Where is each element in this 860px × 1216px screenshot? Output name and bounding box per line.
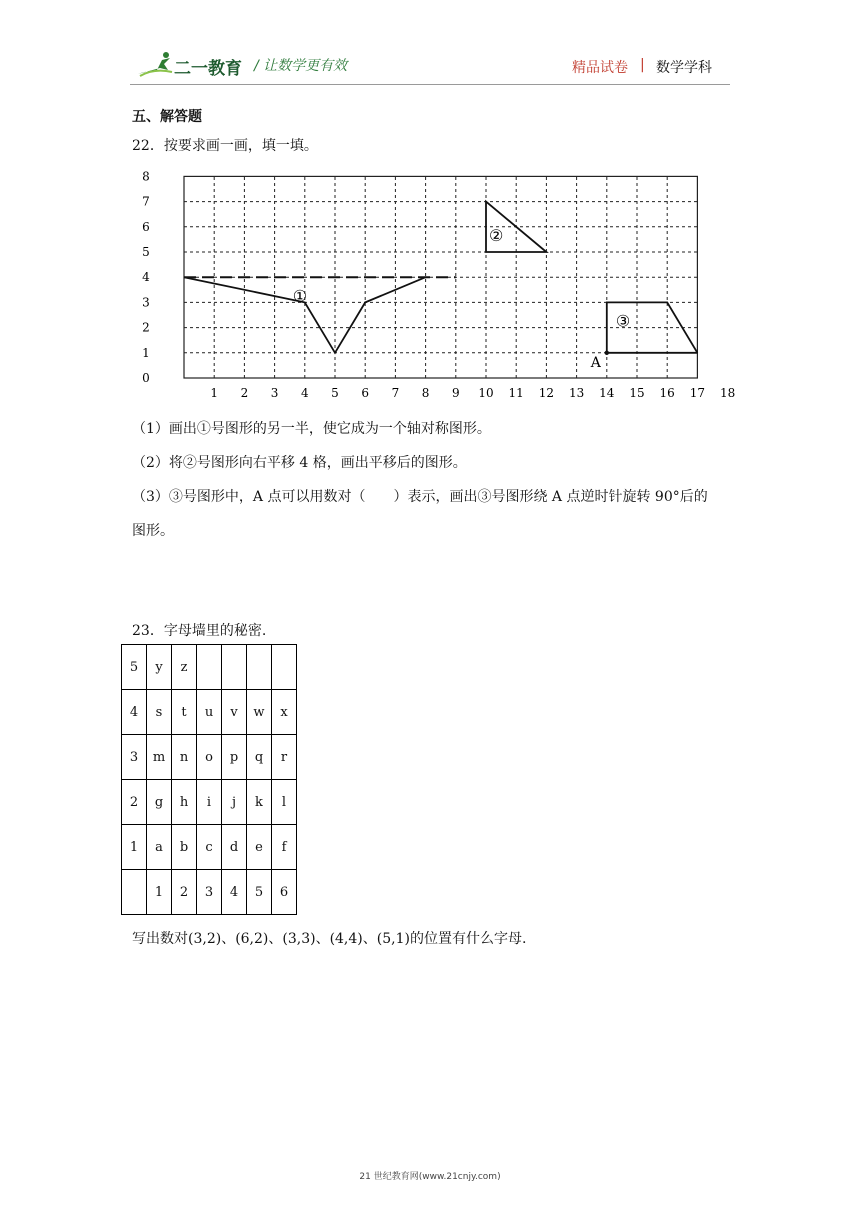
table-cell bbox=[247, 645, 272, 690]
table-cell: k bbox=[247, 780, 272, 825]
logo-text: 二一教育 bbox=[174, 59, 242, 79]
logo bbox=[136, 50, 244, 78]
table-row bbox=[122, 645, 297, 690]
shape-3-label: ③ bbox=[615, 311, 631, 331]
x-tick-label: 16 bbox=[659, 386, 675, 400]
table-cell: 5 bbox=[247, 870, 272, 915]
table-cell bbox=[272, 645, 297, 690]
x-tick-label: 4 bbox=[300, 386, 309, 400]
table-cell: u bbox=[197, 690, 222, 735]
table-cell: 1 bbox=[122, 825, 147, 870]
table-cell: s bbox=[147, 690, 172, 735]
footer: 21 世纪教育网(www.21cnjy.com) bbox=[359, 1172, 501, 1182]
table-row bbox=[122, 735, 297, 780]
table-cell: g bbox=[147, 780, 172, 825]
point-a-dot bbox=[605, 351, 609, 355]
table-cell: e bbox=[247, 825, 272, 870]
table-cell: 1 bbox=[147, 870, 172, 915]
y-tick-label: 4 bbox=[142, 270, 150, 285]
section-title: 五、解答题 bbox=[132, 109, 202, 125]
x-tick-label: 12 bbox=[538, 386, 555, 400]
table-cell: x bbox=[272, 690, 297, 735]
x-tick-label: 14 bbox=[599, 386, 615, 400]
x-tick-label: 5 bbox=[331, 386, 339, 400]
table-cell: f bbox=[272, 825, 297, 870]
x-tick-label: 10 bbox=[478, 386, 494, 400]
header-divider bbox=[130, 84, 730, 85]
x-tick-label: 8 bbox=[421, 386, 430, 400]
table-cell: z bbox=[172, 645, 197, 690]
table-cell: 2 bbox=[172, 870, 197, 915]
point-a-label: A bbox=[590, 354, 601, 371]
coordinate-grid bbox=[120, 166, 736, 406]
table-cell: 4 bbox=[222, 870, 247, 915]
y-tick-label: 5 bbox=[142, 245, 150, 259]
q22-sub2: （2）将②号图形向右平移 4 格，画出平移后的图形。 bbox=[132, 455, 467, 471]
table-cell: l bbox=[272, 780, 297, 825]
header-separator: | bbox=[640, 57, 645, 73]
x-tick-label: 6 bbox=[361, 386, 370, 400]
table-cell bbox=[222, 645, 247, 690]
table-cell: b bbox=[172, 825, 197, 870]
header-badge: 精品试卷 bbox=[572, 60, 628, 76]
table-cell: 5 bbox=[122, 645, 147, 690]
table-cell: o bbox=[197, 735, 222, 780]
x-tick-label: 9 bbox=[451, 386, 460, 400]
letter-wall-table bbox=[121, 644, 297, 915]
y-tick-label: 7 bbox=[142, 194, 150, 209]
table-row bbox=[122, 870, 297, 915]
x-tick-label: 7 bbox=[391, 386, 400, 400]
q22-title: 22．按要求画一画，填一填。 bbox=[132, 138, 318, 154]
table-cell: h bbox=[172, 780, 197, 825]
table-cell: 4 bbox=[122, 690, 147, 735]
table-cell: p bbox=[222, 735, 247, 780]
table-cell: q bbox=[247, 735, 272, 780]
x-tick-label: 3 bbox=[270, 386, 279, 400]
x-tick-label: 11 bbox=[508, 386, 524, 400]
q23-question: 写出数对(3,2)、(6,2)、(3,3)、(4,4)、(5,1)的位置有什么字母. bbox=[132, 931, 527, 947]
x-tick-label: 18 bbox=[719, 386, 736, 400]
shape-2-label: ② bbox=[489, 225, 504, 245]
table-row bbox=[122, 690, 297, 735]
header-subject: 数学学科 bbox=[656, 60, 712, 76]
table-cell bbox=[197, 645, 222, 690]
y-tick-label: 0 bbox=[142, 371, 150, 385]
table-cell: r bbox=[272, 735, 297, 780]
table-row bbox=[122, 825, 297, 870]
q23-title: 23．字母墙里的秘密. bbox=[132, 623, 267, 639]
y-tick-label: 1 bbox=[142, 345, 150, 360]
y-tick-label: 6 bbox=[142, 219, 150, 234]
q22-sub1: （1）画出①号图形的另一半，使它成为一个轴对称图形。 bbox=[132, 421, 491, 437]
table-cell: 6 bbox=[272, 870, 297, 915]
slogan: / 让数学更有效 bbox=[254, 58, 348, 74]
table-cell: a bbox=[147, 825, 172, 870]
x-tick-label: 13 bbox=[568, 386, 585, 400]
y-tick-label: 8 bbox=[142, 169, 150, 184]
table-cell: c bbox=[197, 825, 222, 870]
table-cell: y bbox=[147, 645, 172, 690]
table-cell: n bbox=[172, 735, 197, 780]
x-tick-label: 1 bbox=[210, 386, 219, 400]
q22-sub3: （3）③号图形中，A 点可以用数对（ ）表示，画出③号图形绕 A 点逆时针旋转 90°后的 bbox=[132, 489, 708, 505]
table-cell: d bbox=[222, 825, 247, 870]
x-tick-label: 15 bbox=[629, 386, 645, 400]
x-tick-label: 17 bbox=[689, 386, 706, 400]
q22-sub3-cont: 图形。 bbox=[132, 523, 174, 539]
y-tick-label: 3 bbox=[142, 295, 150, 310]
table-cell bbox=[122, 870, 147, 915]
table-cell: 3 bbox=[122, 735, 147, 780]
table-cell: v bbox=[222, 690, 247, 735]
table-row bbox=[122, 780, 297, 825]
table-cell: i bbox=[197, 780, 222, 825]
shape-1-label: ① bbox=[292, 286, 308, 306]
x-tick-label: 2 bbox=[240, 386, 249, 400]
table-cell: 3 bbox=[197, 870, 222, 915]
y-tick-label: 2 bbox=[142, 320, 150, 335]
table-cell: j bbox=[222, 780, 247, 825]
table-cell: m bbox=[147, 735, 172, 780]
table-cell: w bbox=[247, 690, 272, 735]
table-cell: 2 bbox=[122, 780, 147, 825]
table-cell: t bbox=[172, 690, 197, 735]
